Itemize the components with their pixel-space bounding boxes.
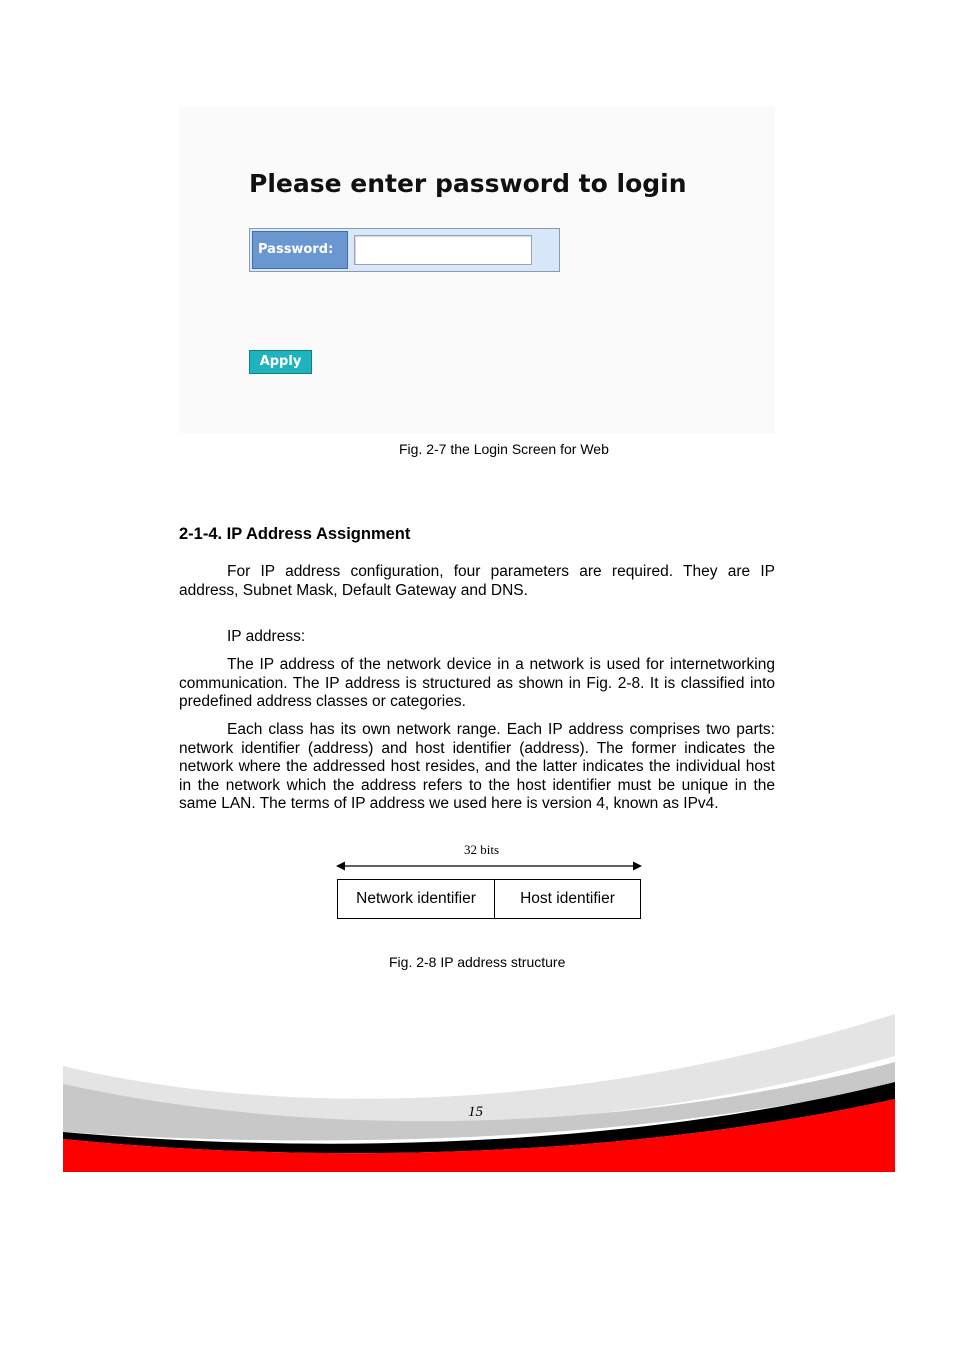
footer-decoration	[63, 1014, 895, 1172]
login-screenshot	[179, 107, 775, 433]
width-arrow	[334, 858, 644, 874]
arrow-right-icon	[633, 862, 642, 871]
figure-caption-2-7: Fig. 2-7 the Login Screen for Web	[399, 441, 609, 457]
login-title: Please enter password to login	[249, 169, 687, 198]
page-number: 15	[468, 1104, 483, 1120]
apply-button[interactable]: Apply	[249, 350, 312, 374]
ip-structure-box	[337, 879, 641, 919]
intro-paragraph: For IP address configuration, four parameters are required. They are IP address, Subnet Mask, Default Gateway and DNS.	[179, 563, 775, 599]
section-heading: 2-1-4. IP Address Assignment	[179, 525, 411, 543]
network-identifier-cell: Network identifier	[338, 880, 495, 918]
bits-label: 32 bits	[464, 842, 500, 857]
host-identifier-cell: Host identifier	[520, 890, 615, 907]
ip-address-label: IP address:	[227, 628, 306, 645]
ip-paragraph-2: Each class has its own network range. Each IP address comprises two parts: network identifier (address) and host identifier (address). The former indicates the network where the addressed host resides, and the latter indicates the individual host in the network which the address refers to the host identifier must be unique in the same LAN. The terms of IP address we used here is version 4, known as IPv4.	[179, 721, 775, 813]
figure-caption-2-8: Fig. 2-8 IP address structure	[389, 954, 566, 970]
password-row	[249, 228, 560, 272]
arrow-left-icon	[336, 862, 345, 871]
password-input[interactable]	[354, 235, 532, 265]
password-label: Password:	[252, 231, 348, 269]
ip-paragraph-1: The IP address of the network device in a network is used for internetworking communication. The IP address is structured as shown in Fig. 2-8. It is classified into predefined address classes or categories.	[179, 656, 775, 711]
